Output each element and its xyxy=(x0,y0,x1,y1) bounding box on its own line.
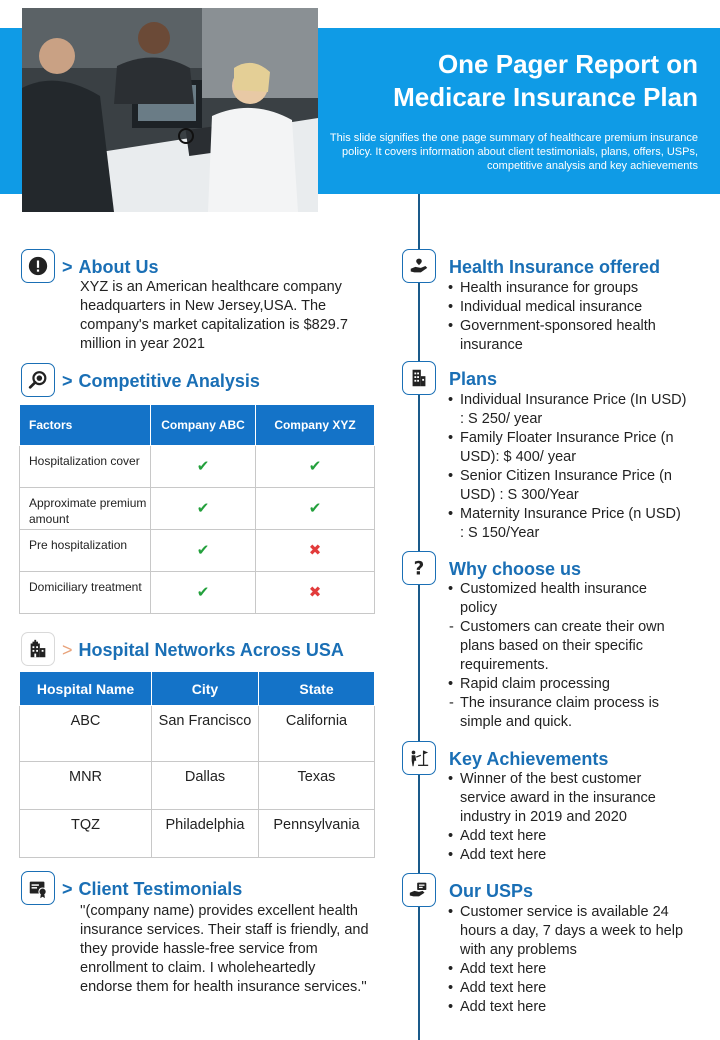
page-subtitle: This slide signifies the one page summary of healthcare premium insurance policy. It covers information about client testimonials, plans, offers, USPs, competitive analysis and key achievements xyxy=(329,132,698,172)
plans-title: Plans xyxy=(449,369,498,389)
page-title: One Pager Report on Medicare Insurance Plan xyxy=(393,49,698,112)
list-item: • Add text here xyxy=(448,979,698,998)
hospital-title: > Hospital Networks Across USA xyxy=(62,640,344,660)
factor-cell: Hospitalization cover xyxy=(20,446,151,488)
about-text: XYZ is an American healthcare company headquarters in New Jersey,USA. The company's market capitalization is $829.7 million in year 2021 xyxy=(80,279,348,352)
list-item: • Winner of the best customer service award in the insurance industry in 2019 and 2020 xyxy=(448,770,688,827)
svg-text:?: ? xyxy=(413,558,425,579)
column-header: Hospital Name xyxy=(20,672,152,706)
state-cell: Pennsylvania xyxy=(259,810,375,858)
column-header: Company XYZ xyxy=(256,405,375,446)
list-item: • Add text here xyxy=(448,846,688,865)
city-cell: Dallas xyxy=(152,762,259,810)
achievements-title: Key Achievements xyxy=(449,749,609,769)
list-item: • Customized health insurance policy xyxy=(448,580,688,618)
check-icon: ✔ xyxy=(151,530,256,572)
check-icon: ✔ xyxy=(151,488,256,530)
city-cell: Philadelphia xyxy=(152,810,259,858)
factor-cell: Pre hospitalization xyxy=(20,530,151,572)
check-icon: ✔ xyxy=(256,488,375,530)
plans-list xyxy=(448,391,688,543)
check-icon: ✔ xyxy=(256,446,375,488)
list-item: • Government-sponsored health insurance xyxy=(448,317,698,355)
why-title: Why choose us xyxy=(449,559,582,579)
testimonials-text: ''(company name) provides excellent health insurance services. Their staff is friendly, and they provide hassle-free service from enrollment to claim. I wholeheartedly endorse them for health insurance services.'' xyxy=(80,903,369,995)
table-row xyxy=(20,706,375,762)
achievement-icon xyxy=(402,741,436,775)
table-row xyxy=(20,810,375,858)
header-photo xyxy=(22,8,318,212)
check-icon: ✔ xyxy=(151,446,256,488)
list-item: • Add text here xyxy=(448,827,688,846)
exclamation-icon xyxy=(21,249,55,283)
list-item: • Customer service is available 24 hours a day, 7 days a week to help with any problems xyxy=(448,903,698,960)
state-cell: California xyxy=(259,706,375,762)
hospital-name-cell: TQZ xyxy=(20,810,152,858)
list-item: • Maternity Insurance Price (n USD) : S 150/Year xyxy=(448,505,688,543)
table-row xyxy=(20,446,375,488)
usps-title: Our USPs xyxy=(449,881,534,901)
table-row xyxy=(20,488,375,530)
hospital-table xyxy=(19,671,375,858)
list-item: • Add text here xyxy=(448,998,698,1017)
list-item: • Health insurance for groups xyxy=(448,279,698,298)
cross-icon: ✖ xyxy=(256,530,375,572)
timeline-line xyxy=(418,194,420,1040)
column-header: State xyxy=(259,672,375,706)
list-item: • Add text here xyxy=(448,960,698,979)
column-header: Factors xyxy=(20,405,151,446)
list-item: • Individual medical insurance xyxy=(448,298,698,317)
building-icon xyxy=(402,361,436,395)
achievements-list xyxy=(448,770,688,865)
factor-cell: Approximate premium amount xyxy=(20,488,151,530)
list-item: - The insurance claim process is simple and quick. xyxy=(448,694,688,732)
usps-list xyxy=(448,903,698,1017)
hospital-name-cell: ABC xyxy=(20,706,152,762)
offered-list xyxy=(448,279,698,355)
table-row xyxy=(20,572,375,614)
city-cell: San Francisco xyxy=(152,706,259,762)
magnifier-icon xyxy=(21,363,55,397)
cross-icon: ✖ xyxy=(256,572,375,614)
list-item: - Customers can create their own plans based on their specific requirements. xyxy=(448,618,688,675)
table-header-row xyxy=(20,405,375,446)
state-cell: Texas xyxy=(259,762,375,810)
column-header: Company ABC xyxy=(151,405,256,446)
list-item: • Senior Citizen Insurance Price (n USD) : S 300/Year xyxy=(448,467,688,505)
list-item: • Family Floater Insurance Price (n USD): $ 400/ year xyxy=(448,429,688,467)
question-icon xyxy=(402,551,436,585)
health-hand-icon xyxy=(402,249,436,283)
list-item: • Individual Insurance Price (In USD) : S 250/ year xyxy=(448,391,688,429)
table-row xyxy=(20,762,375,810)
check-icon: ✔ xyxy=(151,572,256,614)
why-list xyxy=(448,580,688,732)
service-hand-icon xyxy=(402,873,436,907)
factor-cell: Domiciliary treatment xyxy=(20,572,151,614)
column-header: City xyxy=(152,672,259,706)
hospital-name-cell: MNR xyxy=(20,762,152,810)
table-header-row xyxy=(20,672,375,706)
hospital-icon xyxy=(21,632,55,666)
table-row xyxy=(20,530,375,572)
list-item: • Rapid claim processing xyxy=(448,675,688,694)
testimonials-title: > Client Testimonials xyxy=(62,879,243,899)
competitive-table xyxy=(19,404,375,614)
offered-title: Health Insurance offered xyxy=(449,257,661,277)
about-title: > About Us xyxy=(62,257,159,277)
certificate-icon xyxy=(21,871,55,905)
competitive-title: > Competitive Analysis xyxy=(62,371,260,391)
